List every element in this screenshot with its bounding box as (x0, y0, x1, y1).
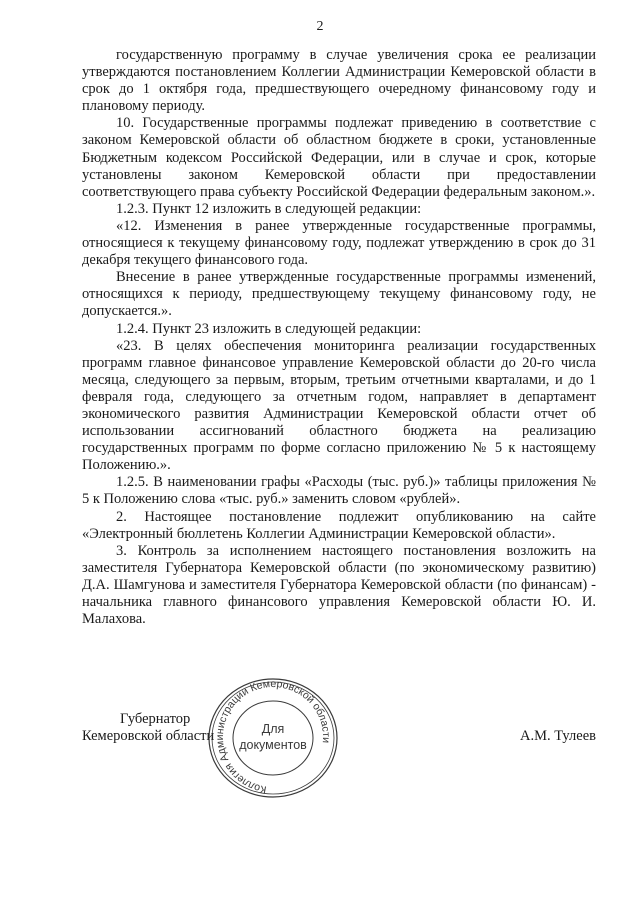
stamp-ring-text: Коллегия Администрации Кемеровской области (213, 677, 333, 796)
official-stamp (205, 675, 341, 803)
paragraph-item-23: «23. В целях обеспечения мониторинга реализации государственных программ главное финансовое управление Кемеровской области до 20-го числа месяца, следующего за первым, вторым, третьим отчетными кварталами, и до 1 февраля года, следующего за отчетным годом, направляет в департамент экономического развития Администрации Кемеровской области отчет об использовании ассигнований областного бюджета на реализацию государственных программ по форме согласно приложению № 5 к настоящему Положению.». (82, 337, 596, 474)
document-body (82, 47, 596, 628)
paragraph-1-2-3: 1.2.3. Пункт 12 изложить в следующей редакции: (116, 200, 422, 217)
page-number: 2 (316, 19, 324, 34)
stamp-center-line1: Для (261, 722, 285, 736)
stamp-seal-graphic (205, 675, 341, 803)
paragraph-item-10: 10. Государственные программы подлежат приведению в соответствие с законом Кемеровской области об областном бюджете в сроки, установленные Бюджетным кодексом Российской Федерации, или в случае и срок, которые установлены законом Кемеровской области при предоставлении соответствующего права субъекту Российской Федерации федеральным законом.». (82, 115, 596, 200)
signatory-title: Губернатор (120, 711, 191, 727)
paragraph-2: 2. Настоящее постановление подлежит опубликованию на сайте «Электронный бюллетень Коллегии Администрации Кемеровской области». (82, 508, 596, 542)
paragraph-3: 3. Контроль за исполнением настоящего постановления возложить на заместителя Губернатора Кемеровской области (по экономическому развитию) Д.А. Шамгунова и заместителя Губернатора Кемеровской области (по финансам) - начальника главного финансового управления Кемеровской области Ю. И. Малахова. (82, 542, 596, 628)
signatory-region: Кемеровской области (82, 728, 215, 745)
stamp-center-line2: документов (239, 738, 307, 752)
signatory-name: А.М. Тулеев (520, 728, 596, 744)
paragraph-item-12: «12. Изменения в ранее утвержденные государственные программы, относящиеся к текущему финансовому году, подлежат утверждению в срок до 31 декабря текущего финансового года. (82, 217, 596, 269)
paragraph-1-2-5: 1.2.5. В наименовании графы «Расходы (тыс. руб.)» таблицы приложения № 5 к Положению слова «тыс. руб.» заменить словом «рублей». (82, 474, 596, 508)
paragraph-continuation: государственную программу в случае увеличения срока ее реализации утверждаются постановлением Коллегии Администрации Кемеровской области в срок до 1 октября года, предшествующего очередному финансовому году и плановому периоду. (82, 47, 596, 115)
paragraph-item-12-second: Внесение в ранее утвержденные государственные программы изменений, относящихся к периоду, предшествующему текущему финансовому году, не допускается.». (82, 269, 596, 320)
paragraph-1-2-4: 1.2.4. Пункт 23 изложить в следующей редакции: (116, 320, 422, 337)
